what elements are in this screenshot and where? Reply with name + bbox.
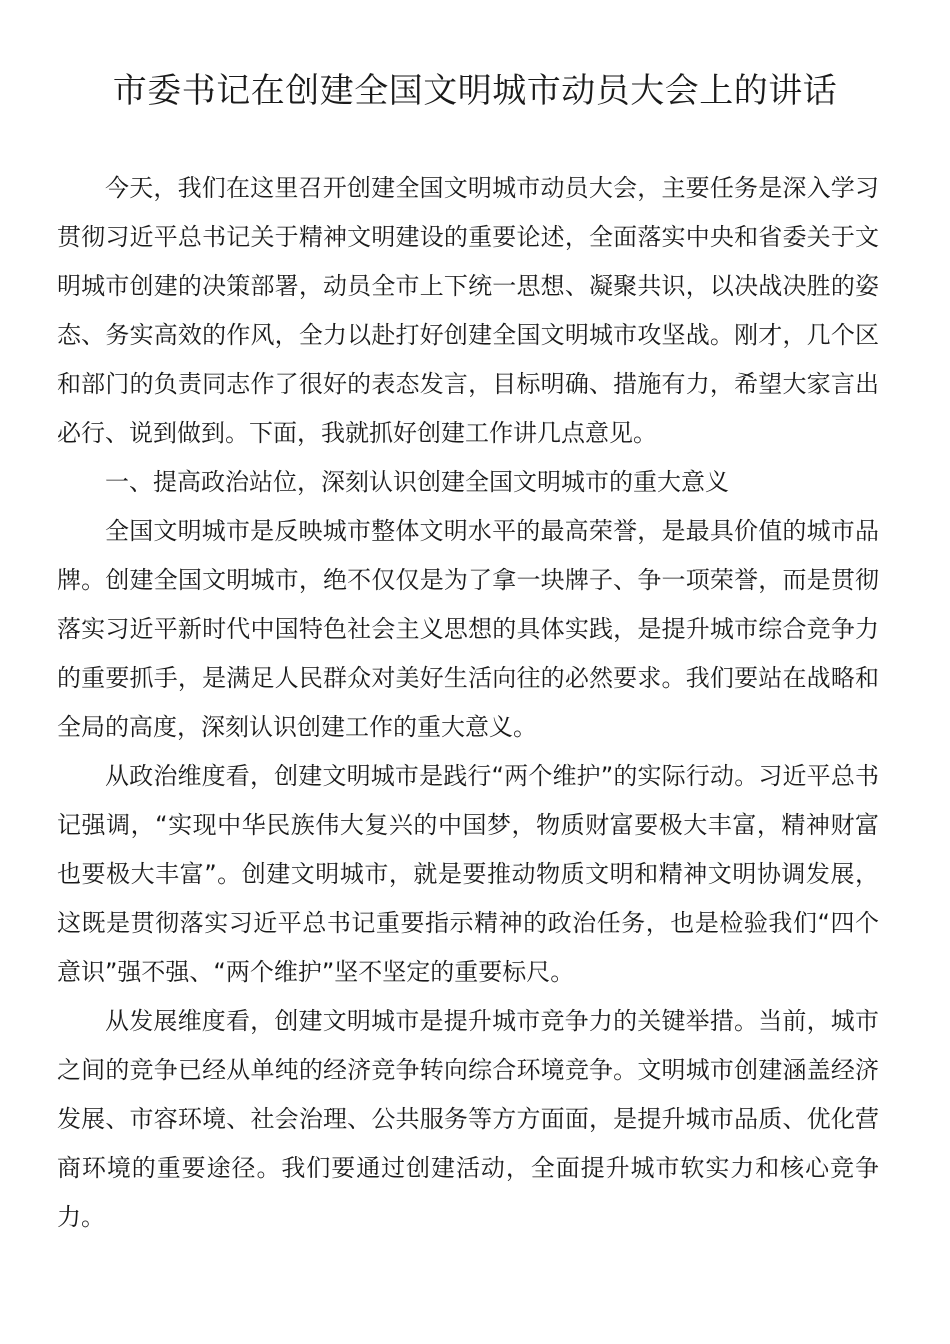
paragraph-development-dimension: 从发展维度看，创建文明城市是提升城市竞争力的关键举措。当前，城市之间的竞争已经从单纯的经济竞争转向综合环境竞争。文明城市创建涵盖经济发展、市容环境、社会治理、公共服务等方方面面，是提升城市品质、优化营商环境的重要途径。我们要通过创建活动，全面提升城市软实力和核心竞争力。 <box>57 1007 879 1231</box>
document-body <box>57 164 879 1242</box>
paragraph-significance: 全国文明城市是反映城市整体文明水平的最高荣誉，是最具价值的城市品牌。创建全国文明城市，绝不仅仅是为了拿一块牌子、争一项荣誉，而是贯彻落实习近平新时代中国特色社会主义思想的具体实践，是提升城市综合竞争力的重要抓手，是满足人民群众对美好生活向往的必然要求。我们要站在战略和全局的高度，深刻认识创建工作的重大意义。 <box>57 517 879 741</box>
section-heading-1: 一、提高政治站位，深刻认识创建全国文明城市的重大意义 <box>105 468 729 496</box>
paragraph-political-dimension: 从政治维度看，创建文明城市是践行“两个维护”的实际行动。习近平总书记强调，“实现中华民族伟大复兴的中国梦，物质财富要极大丰富，精神财富也要极大丰富”。创建文明城市，就是要推动物质文明和精神文明协调发展，这既是贯彻落实习近平总书记重要指示精神的政治任务，也是检验我们“四个意识”强不强、“两个维护”坚不坚定的重要标尺。 <box>57 762 879 986</box>
document-title: 市委书记在创建全国文明城市动员大会上的讲话 <box>112 71 838 111</box>
paragraph-opening: 今天，我们在这里召开创建全国文明城市动员大会，主要任务是深入学习贯彻习近平总书记关于精神文明建设的重要论述，全面落实中央和省委关于文明城市创建的决策部署，动员全市上下统一思想、凝聚共识，以决战决胜的姿态、务实高效的作风，全力以赴打好创建全国文明城市攻坚战。刚才，几个区和部门的负责同志作了很好的表态发言，目标明确、措施有力，希望大家言出必行、说到做到。下面，我就抓好创建工作讲几点意见。 <box>57 174 879 447</box>
